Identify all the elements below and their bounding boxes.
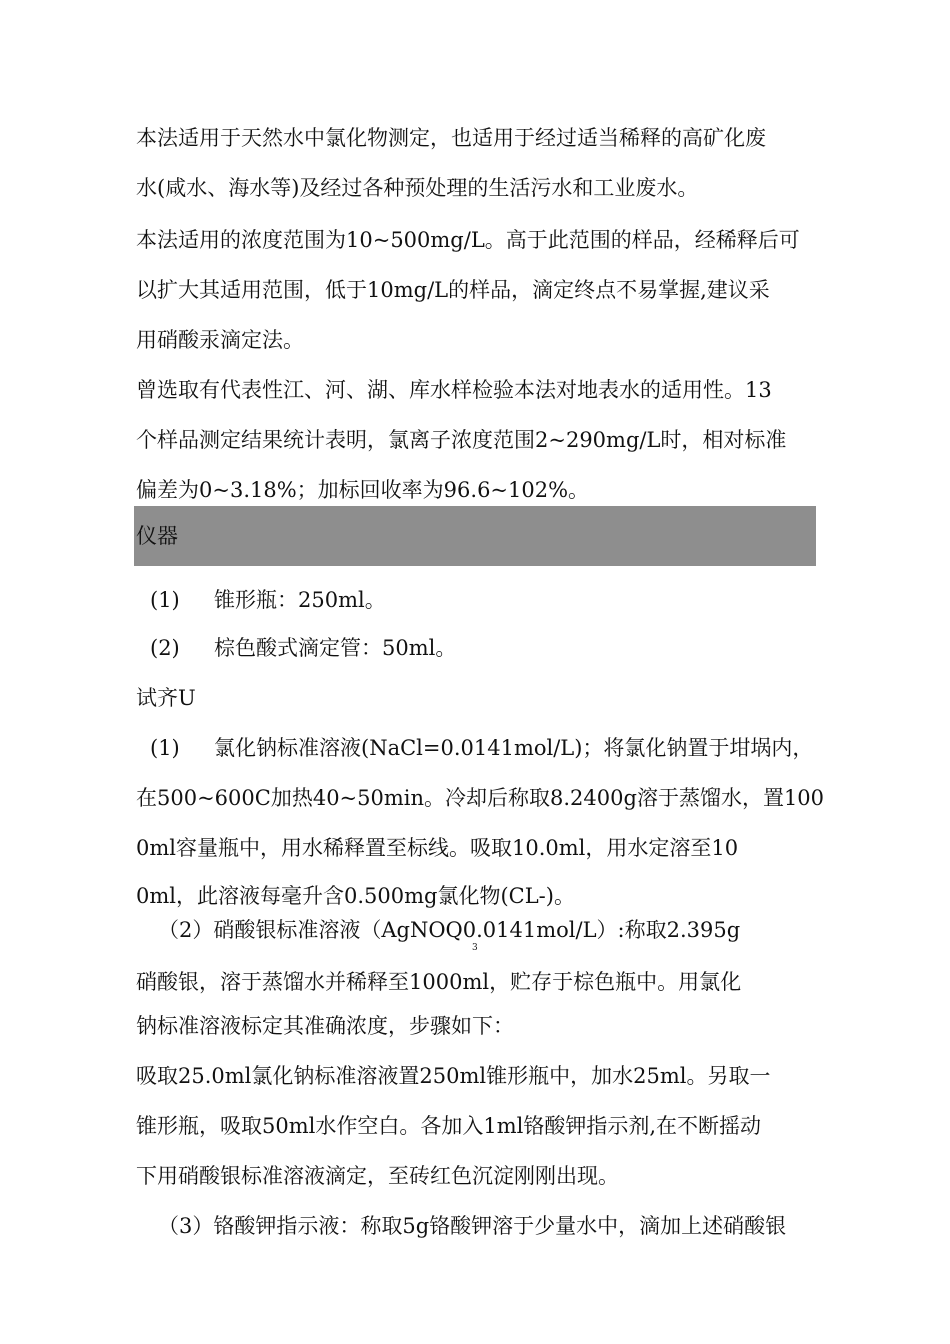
paragraph-line: 钠标准溶液标定其准确浓度，步骤如下： [136, 1014, 514, 1038]
list-number: (1) [150, 736, 180, 760]
paragraph-line: 0ml容量瓶中，用水稀释置至标线。吸取10.0ml，用水定溶至10 [136, 836, 739, 860]
reagent-item: （2）硝酸银标准溶液（AgNOQ0.0141mol/L）:称取2.395g [158, 918, 741, 942]
paragraph-line: 以扩大其适用范围，低于10mg/L的样品，滴定终点不易掌握,建议采 [136, 278, 770, 302]
reagent-item: （3）铬酸钾指示液：称取5g铬酸钾溶于少量水中，滴加上述硝酸银 [158, 1214, 787, 1238]
paragraph-line: 在500~600C加热40~50min。冷却后称取8.2400g溶于蒸馏水，置100 [136, 786, 825, 810]
list-number: (2) [150, 636, 180, 660]
paragraph-line: 锥形瓶，吸取50ml水作空白。各加入1ml铬酸钾指示剂,在不断摇动 [136, 1114, 762, 1138]
section-title: 仪器 [136, 524, 178, 548]
list-item [150, 638, 456, 659]
list-text: 锥形瓶：250ml。 [214, 588, 386, 612]
paragraph-line: 用硝酸汞滴定法。 [136, 328, 304, 352]
paragraph-line: 本法适用的浓度范围为10~500mg/L。高于此范围的样品，经稀释后可 [136, 228, 800, 252]
paragraph-line: 曾选取有代表性江、河、湖、库水样检验本法对地表水的适用性。13 [136, 378, 772, 402]
paragraph-line: 本法适用于天然水中氯化物测定，也适用于经过适当稀释的高矿化废 [136, 126, 766, 150]
subscript-mark: 3 [472, 943, 478, 953]
paragraph-line: 硝酸银，溶于蒸馏水并稀释至1000ml，贮存于棕色瓶中。用氯化 [136, 970, 742, 994]
paragraph-line: 偏差为0~3.18%；加标回收率为96.6~102%。 [136, 478, 590, 502]
list-text: 氯化钠标准溶液(NaCl=0.0141mol/L)；将氯化钠置于坩埚内， [214, 736, 814, 760]
paragraph-line: 水(咸水、海水等)及经过各种预处理的生活污水和工业废水。 [136, 176, 699, 200]
paragraph-line: 下用硝酸银标准溶液滴定，至砖红色沉淀刚刚出现。 [136, 1164, 619, 1188]
reagent-item [150, 738, 813, 759]
list-number: (1) [150, 588, 180, 612]
section-header-instruments [134, 506, 816, 566]
list-text: 棕色酸式滴定管：50ml。 [214, 636, 457, 660]
paragraph-line: 吸取25.0ml氯化钠标准溶液置250ml锥形瓶中，加水25ml。另取一 [136, 1064, 771, 1088]
section-title-reagents: 试齐U [136, 686, 196, 710]
paragraph-line: 0ml，此溶液每毫升含0.500mg氯化物(CL-)。 [136, 884, 575, 908]
paragraph-line: 个样品测定结果统计表明，氯离子浓度范围2~290mg/L时，相对标准 [136, 428, 787, 452]
list-item [150, 590, 386, 611]
